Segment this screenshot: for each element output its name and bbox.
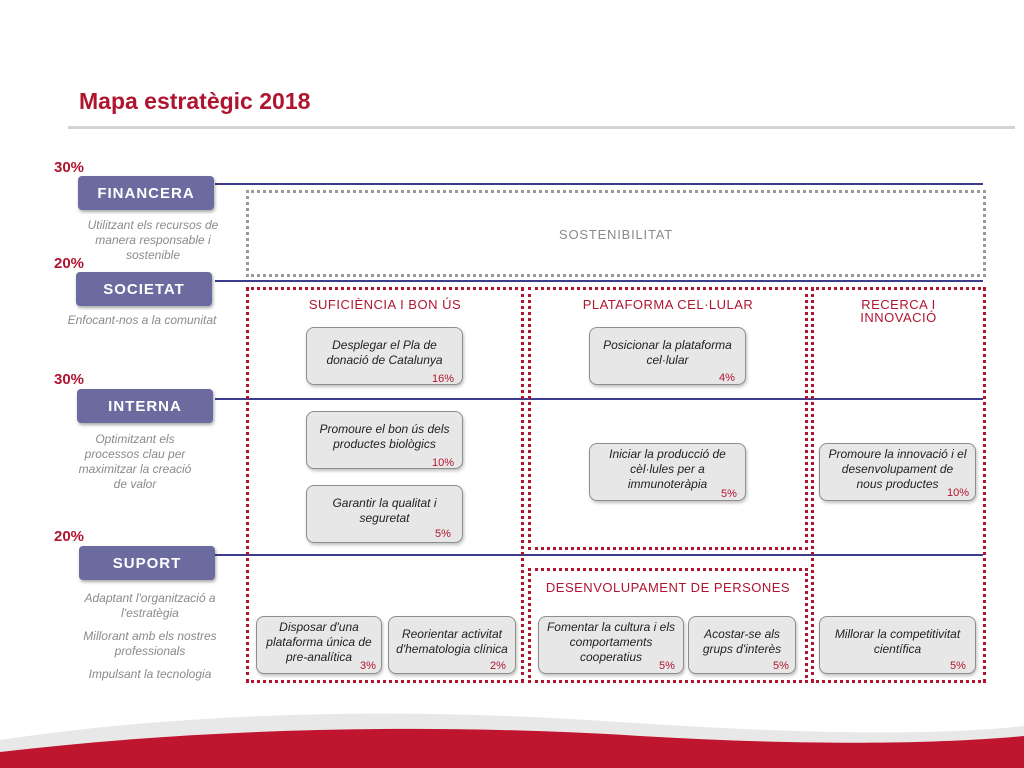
suport-weight: 20% [54, 528, 85, 545]
page-title: Mapa estratègic 2018 [79, 88, 311, 114]
financera-description: Utilitzant els recursos de manera responsable i sostenible [87, 218, 219, 262]
financera-weight: 30% [54, 159, 85, 176]
suport-description-1: Adaptant l'organització a l'estratègia [84, 591, 216, 620]
objective-weight: 10% [947, 487, 970, 499]
objective-weight: 3% [360, 660, 376, 672]
societat-line [215, 280, 983, 282]
objective-text: Reorientar activitat d'hematologia clínica [396, 627, 508, 656]
financera-perspective: FINANCERA [78, 176, 214, 210]
interna-description: Optimitzant els processos clau per maximitzar la creació de valor [78, 432, 192, 491]
objective-text: Acostar-se als grups d'interès [702, 627, 782, 656]
objective-text: Millorar la competitivitat científica [834, 627, 961, 656]
objective-text: Garantir la qualitat i seguretat [332, 496, 437, 525]
objective-text: Posicionar la plataforma cel·lular [603, 338, 732, 367]
objective-weight: 5% [435, 528, 451, 540]
interna-perspective: INTERNA [77, 389, 213, 423]
objective-weight: 5% [721, 488, 737, 500]
plataforma-title: PLATAFORMA CEL·LULAR [582, 297, 754, 312]
objective-weight: 10% [432, 457, 455, 469]
recerca-title: RECERCA I INNOVACIÓ [860, 297, 937, 325]
objective-text: Promoure la innovació i el desenvolupament de nous productes [828, 446, 967, 491]
objective-text: Fomentar la cultura i els comportaments cooperatius [546, 619, 676, 664]
persones-title: DESENVOLUPAMENT DE PERSONES [545, 580, 791, 595]
financera-line [215, 183, 983, 185]
objective-text: Promoure el bon ús dels productes biològics [319, 422, 450, 451]
societat-description: Enfocant-nos a la comunitat [67, 313, 217, 327]
objective-weight: 5% [659, 660, 675, 672]
sostenibilitat-title: SOSTENIBILITAT [558, 227, 673, 242]
interna-weight: 30% [54, 371, 85, 388]
societat-weight: 20% [54, 255, 85, 272]
suport-description-2: Millorant amb els nostres professionals [83, 629, 217, 658]
objective-weight: 16% [432, 373, 455, 385]
suport-perspective: SUPORT [79, 546, 215, 580]
title-divider [68, 126, 1015, 129]
objective-weight: 5% [950, 660, 966, 672]
objective-weight: 5% [773, 660, 789, 672]
suport-description-3: Impulsant la tecnologia [88, 667, 212, 681]
footer-wave [0, 700, 1024, 768]
objective-text: Desplegar el Pla de donació de Catalunya [326, 338, 443, 367]
objective-text: Iniciar la producció de cèl·lules per a immunoteràpia [609, 446, 726, 491]
suficiencia-title: SUFICIÈNCIA I BON ÚS [308, 297, 462, 312]
objective-text: Disposar d'una plataforma única de pre-analítica [266, 619, 372, 664]
societat-perspective: SOCIETAT [76, 272, 212, 306]
objective-weight: 2% [490, 660, 506, 672]
objective-weight: 4% [719, 372, 735, 384]
